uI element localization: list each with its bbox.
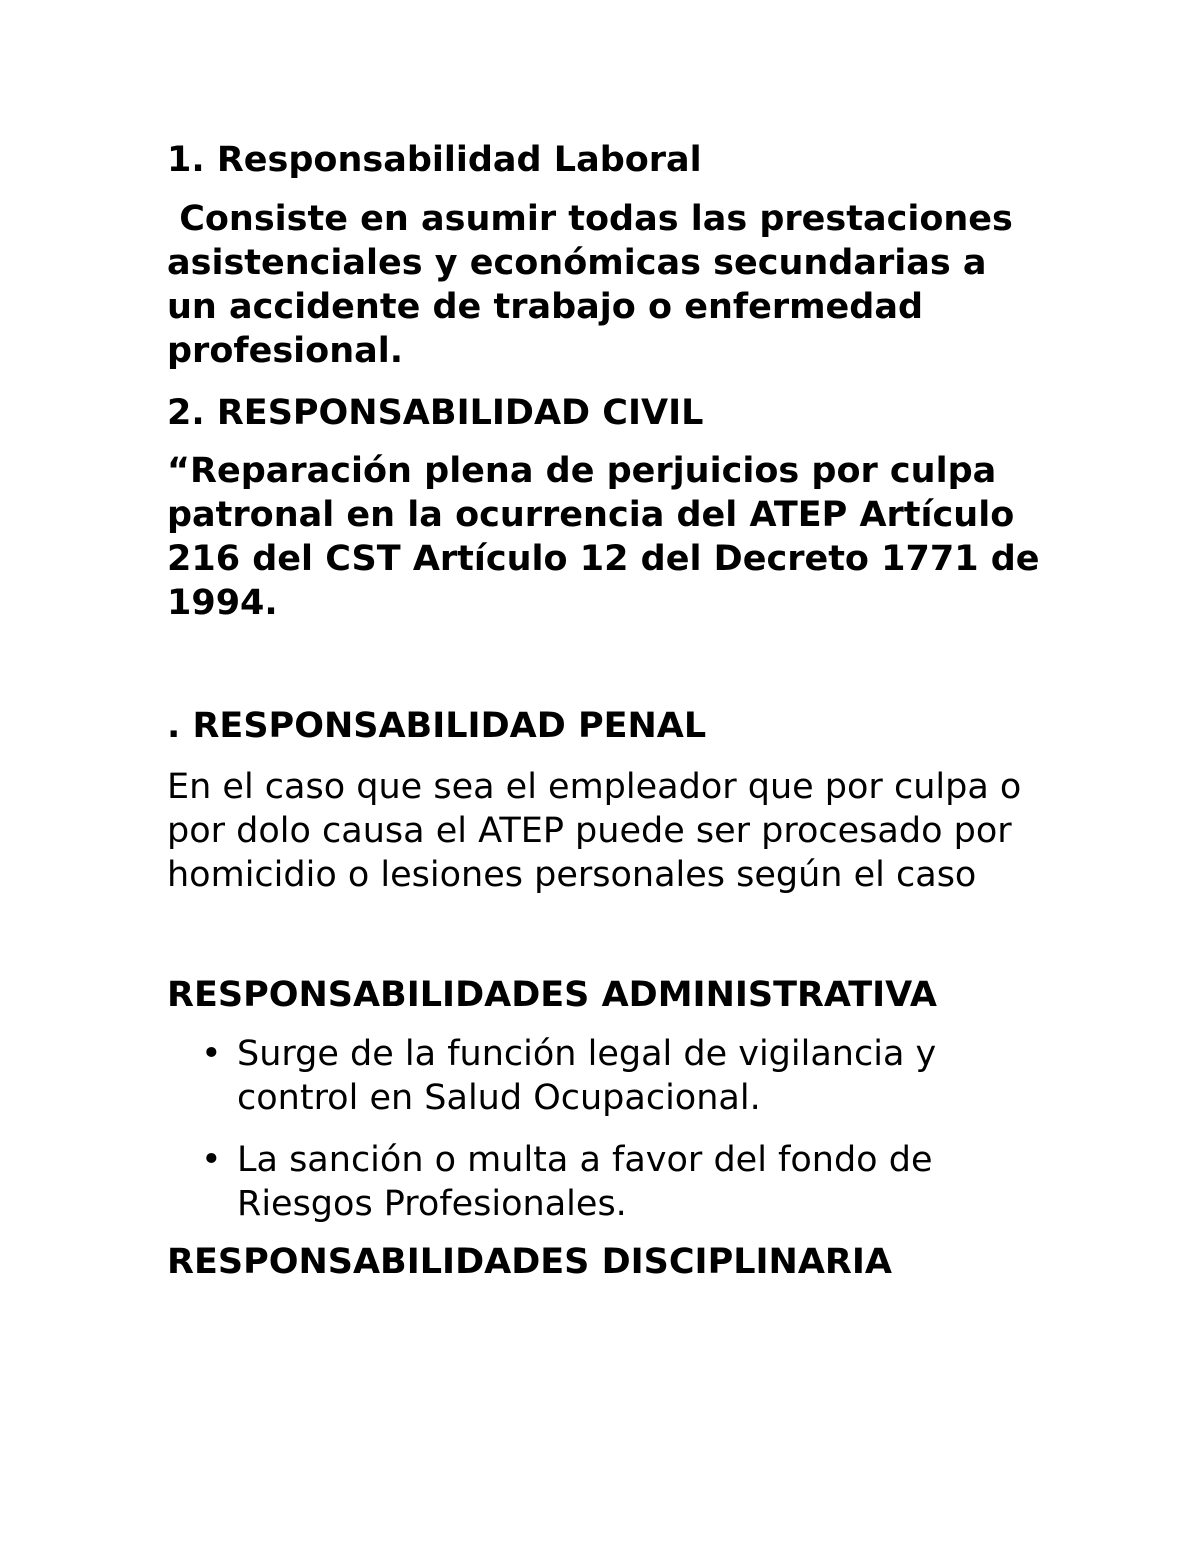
list-item — [167, 1032, 1047, 1120]
heading-responsabilidad-laboral: 1. Responsabilidad Laboral — [167, 140, 702, 180]
paragraph-responsabilidad-penal: En el caso que sea el empleador que por culpa o por dolo causa el ATEP puede ser procesado por homicidio o lesiones personales según el caso — [167, 767, 1022, 895]
paragraph-responsabilidad-laboral: Consiste en asumir todas las prestaciones asistenciales y económicas secundarias a un accidente de trabajo o enfermedad profesional. — [167, 199, 1026, 371]
list-item-text: La sanción o multa a favor del fondo de Riesgos Profesionales. — [237, 1140, 933, 1224]
heading-responsabilidad-civil: 2. RESPONSABILIDAD CIVIL — [167, 393, 704, 433]
bullet-list-administrativa — [167, 1032, 1047, 1226]
paragraph-responsabilidad-civil: “Reparación plena de perjuicios por culpa patronal en la ocurrencia del ATEP Artículo 216 del CST Artículo 12 del Decreto 1771 de 1994. — [167, 451, 1040, 623]
bullet-icon: • — [201, 1034, 222, 1074]
list-item — [167, 1138, 1047, 1226]
heading-responsabilidad-penal: . RESPONSABILIDAD PENAL — [167, 706, 707, 746]
list-item-text: Surge de la función legal de vigilancia y control en Salud Ocupacional. — [237, 1034, 937, 1118]
heading-responsabilidades-disciplinaria: RESPONSABILIDADES DISCIPLINARIA — [167, 1242, 892, 1282]
bullet-icon: • — [201, 1140, 222, 1180]
heading-responsabilidades-administrativa: RESPONSABILIDADES ADMINISTRATIVA — [167, 975, 937, 1015]
